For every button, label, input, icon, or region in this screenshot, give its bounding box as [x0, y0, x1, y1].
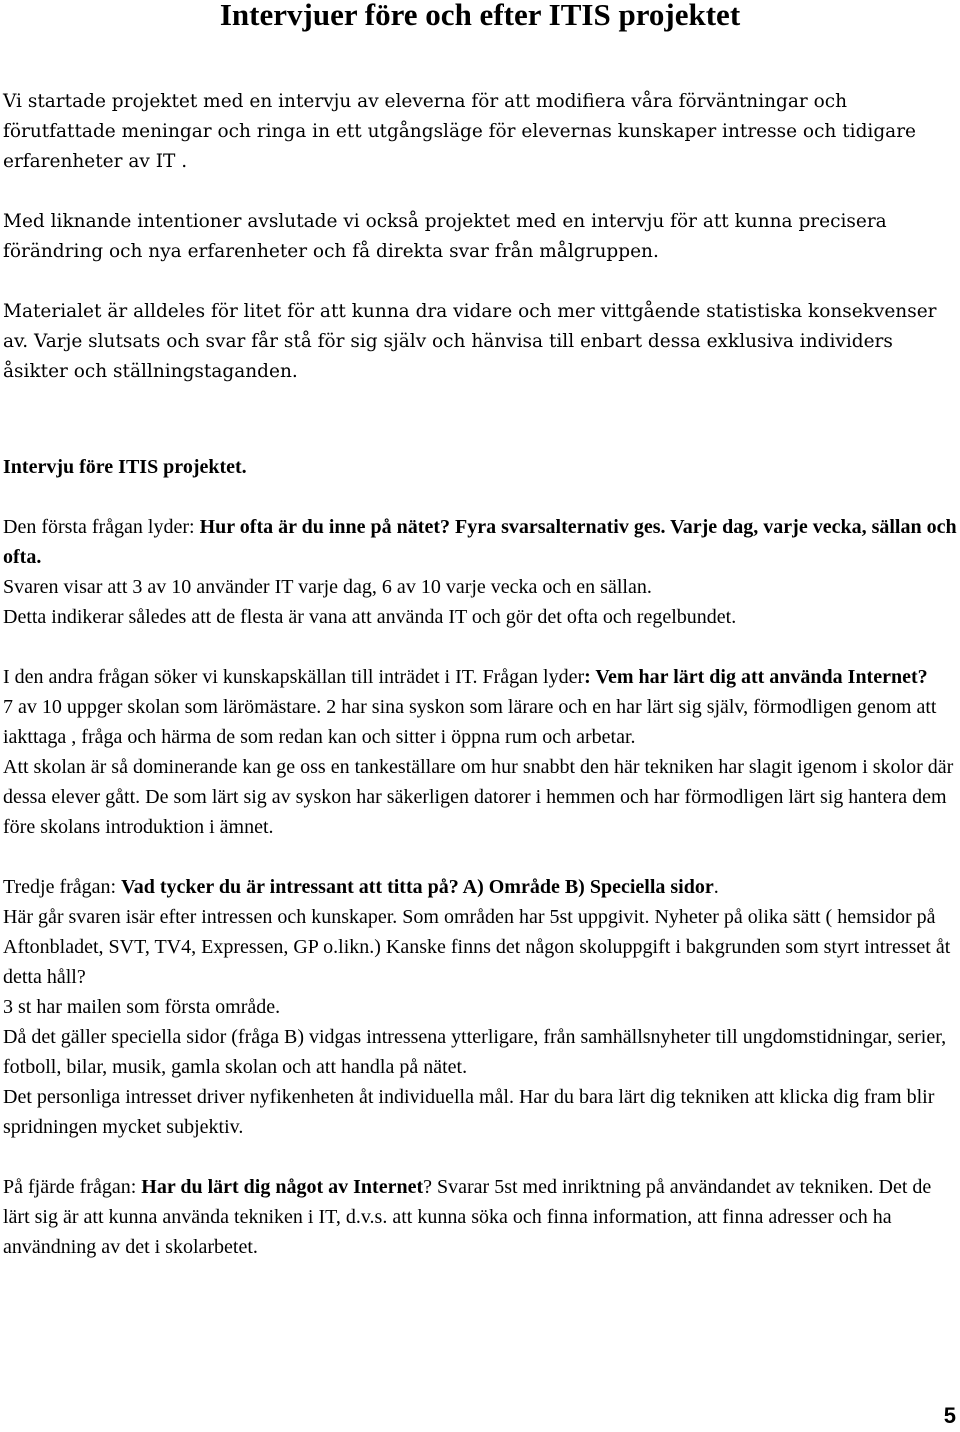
question-3-answer-1: Här går svaren isär efter intressen och kunskaper. Som områden har 5st uppgivit. Nyheter på olika sätt ( hemsidor på Aftonbladet, SVT, TV4, Expressen, GP o.likn.) Kanske finns det någon skoluppgift i bakgrunden som styrt intresset åt detta håll?	[3, 906, 951, 988]
question-2	[3, 662, 958, 692]
question-4-text: Har du lärt dig något av Internet	[141, 1176, 424, 1198]
page-title: Intervjuer före och efter ITIS projektet	[219, 0, 741, 32]
question-3-answer-3: Då det gäller speciella sidor (fråga B) vidgas intressena ytterligare, från samhällsnyheter till ungdomstidningar, serier, fotboll, bilar, musik, gamla skolan och att handla på nätet.	[3, 1026, 947, 1078]
question-3-answer-4: Det personliga intresset driver nyfikenheten åt individuella mål. Har du bara lärt dig tekniken att klicka dig fram blir spridningen mycket subjektiv.	[3, 1086, 935, 1138]
question-1-text: Hur ofta är du inne på nätet? Fyra svarsalternativ ges. Varje dag, varje vecka, sällan och ofta.	[3, 516, 957, 568]
interview-section	[3, 452, 958, 1262]
question-1-lead: Den första frågan lyder:	[3, 516, 200, 538]
section-heading: Intervju före ITIS projektet.	[3, 456, 247, 478]
question-3-lead: Tredje frågan:	[3, 876, 122, 898]
question-2-lead: I den andra frågan söker vi kunskapskällan till inträdet i IT. Frågan lyder	[3, 666, 585, 688]
question-3	[3, 872, 958, 902]
question-4-answer: ? Svarar 5st med inriktning på användandet av tekniken. Det de lärt sig är att kunna använda tekniken i IT, d.v.s. att kunna söka och finna information, att finna adresser och ha användning av det i skolarbetet.	[3, 1176, 932, 1258]
question-2-answer-1: 7 av 10 uppger skolan som lärömästare. 2 har sina syskon som lärare och en har lärt sig själv, förmodligen genom att iakttaga , fråga och härma de som redan kan och sitter i öppna rum och arbetar.	[3, 696, 937, 748]
question-1	[3, 512, 958, 572]
intro-paragraph-2: Med liknande intentioner avslutade vi också projektet med en intervju för att kunna precisera förändring och nya erfarenheter och få direkta svar från målgruppen.	[3, 211, 887, 262]
question-1-answer-1: Svaren visar att 3 av 10 använder IT varje dag, 6 av 10 varje vecka och en sällan.	[3, 576, 652, 598]
intro-paragraph-1: Vi startade projektet med en intervju av eleverna för att modifiera våra förväntningar och förutfattade meningar och ringa in ett utgångsläge för elevernas kunskaper intresse och tidigare erfarenheter av IT .	[3, 91, 916, 172]
question-1-answer-2: Detta indikerar således att de flesta är vana att använda IT och gör det ofta och regelbundet.	[3, 606, 737, 628]
intro-block	[3, 87, 958, 387]
question-4-lead: På fjärde frågan:	[3, 1176, 142, 1198]
question-4	[3, 1172, 958, 1262]
question-3-tail: .	[713, 876, 719, 898]
question-3-text: Vad tycker du är intressant att titta på? A) Område B) Speciella sidor	[121, 876, 714, 898]
question-2-answer-2: Att skolan är så dominerande kan ge oss en tankeställare om hur snabbt den här tekniken har slagit igenom i skolor där dessa elever gått. De som lärt sig av syskon har säkerligen datorer i hemmen och har förmodligen lärt sig hantera dem före skolans introduktion i ämnet.	[3, 756, 954, 838]
question-2-text: : Vem har lärt dig att använda Internet?	[584, 666, 928, 688]
page-number: 5	[943, 1403, 956, 1428]
intro-paragraph-3: Materialet är alldeles för litet för att kunna dra vidare och mer vittgående statistiska konsekvenser av. Varje slutsats och svar får stå för sig själv och hänvisa till enbart dessa exklusiva individers åsikter och ställningstaganden.	[3, 301, 937, 382]
question-3-answer-2: 3 st har mailen som första område.	[3, 996, 281, 1018]
